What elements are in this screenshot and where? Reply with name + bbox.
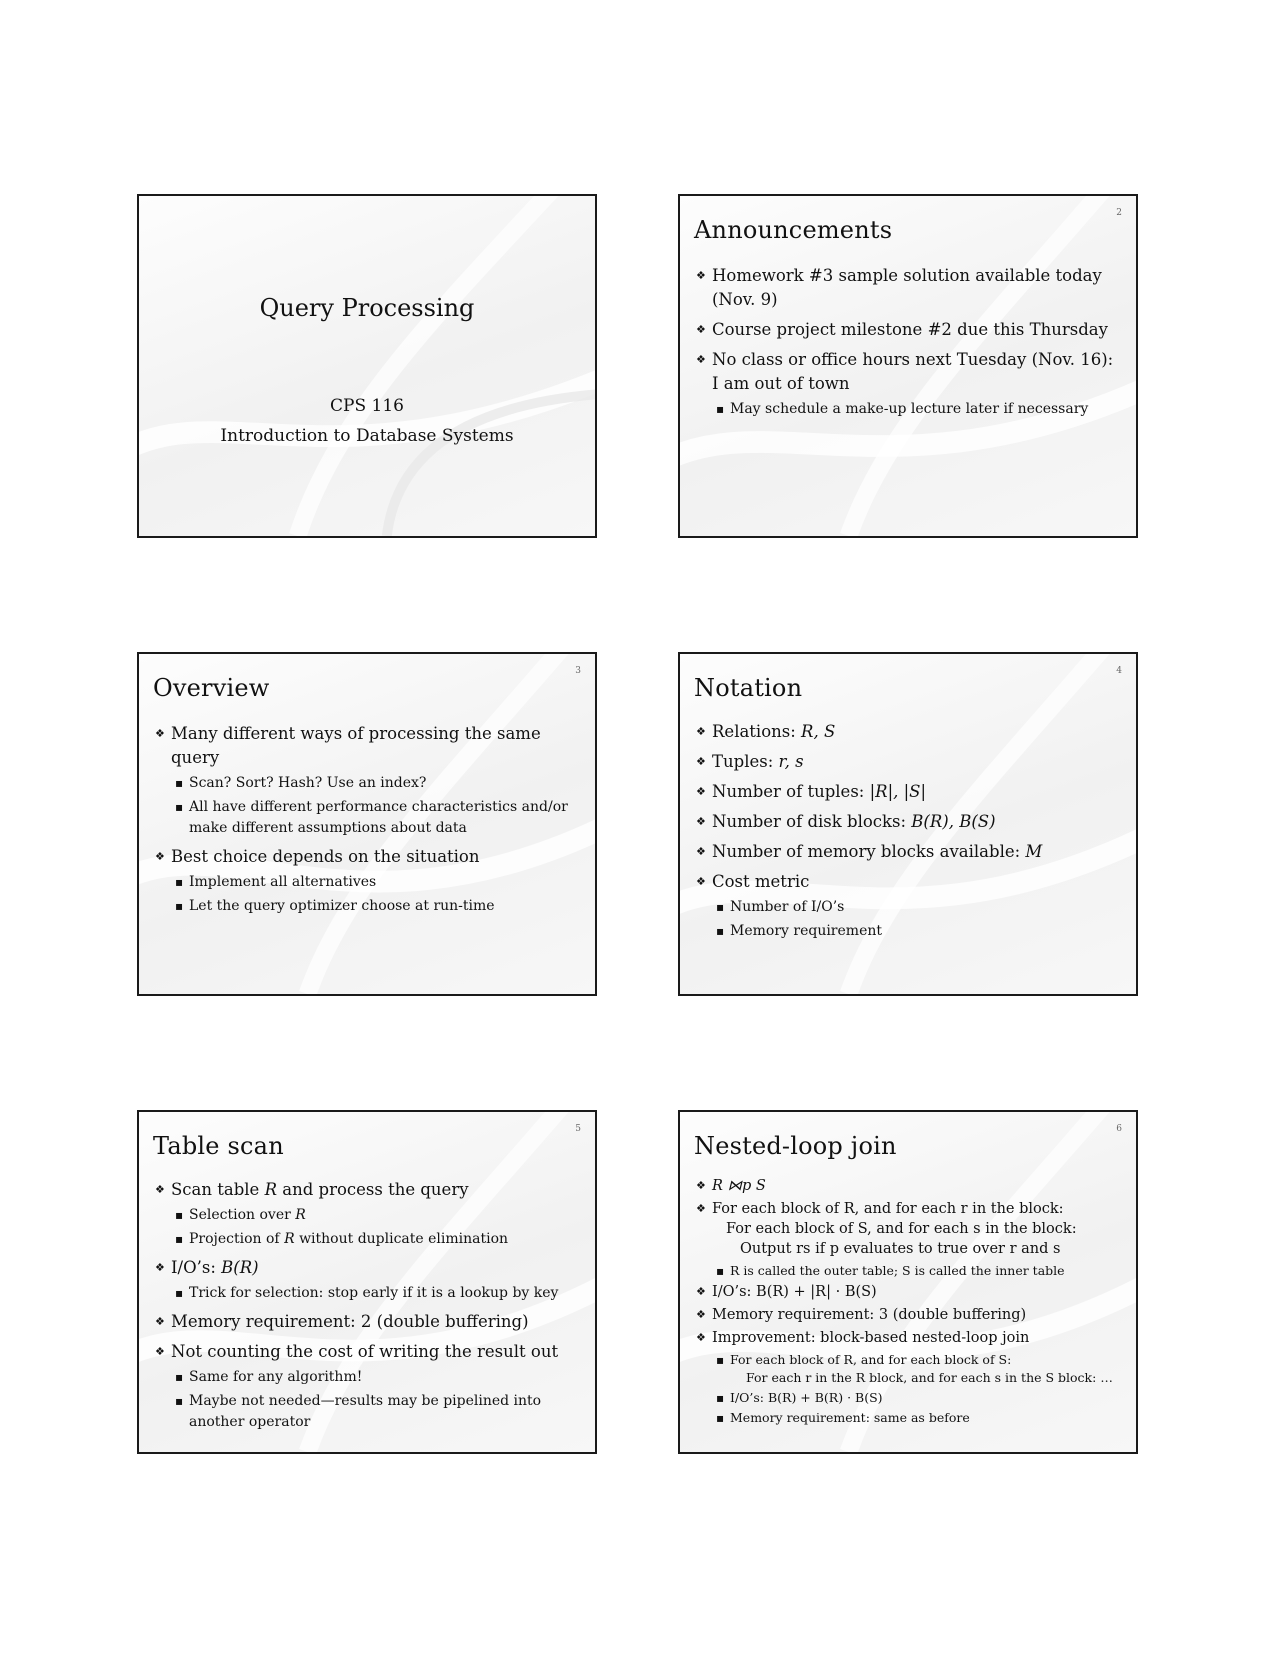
- sub-bullet: ▪ Memory requirement: same as before: [696, 1409, 1118, 1427]
- bullet-text: and process the query: [277, 1180, 469, 1199]
- sub-bullet: ▪ Number of I/O’s: [696, 897, 1118, 918]
- slide-2: [678, 194, 1138, 538]
- math-var: R: [295, 1207, 306, 1223]
- slide-title: Table scan: [153, 1132, 284, 1160]
- pseudo-code-line: For each block of R, and for each block of S:: [730, 1352, 1012, 1367]
- pseudo-code-line: Output rs if p evaluates to true over r and s: [740, 1241, 1061, 1257]
- sub-bullet: ▪ All have different performance characteristics and/or make different assumptions about data: [155, 797, 577, 839]
- sub-bullet: ▪ I/O’s: B(R) + B(R) · B(S): [696, 1389, 1118, 1407]
- math-expression: R ⋈p S: [712, 1178, 766, 1194]
- course-code: CPS 116: [330, 396, 404, 416]
- bullet-text: Scan table: [171, 1180, 265, 1199]
- slide-5: [137, 1110, 597, 1454]
- slide-title: Announcements: [694, 216, 893, 244]
- bullet: [696, 780, 1118, 804]
- bullet: ❖ Improvement: block-based nested-loop join: [696, 1328, 1118, 1348]
- slide-1: [137, 194, 597, 538]
- sub-bullet: ▪ Same for any algorithm!: [155, 1367, 577, 1388]
- bullet-label: Tuples:: [712, 752, 779, 771]
- bullet: ❖ Course project milestone #2 due this Thursday: [696, 318, 1118, 342]
- math-expression: R, S: [801, 722, 836, 741]
- slide-4: [678, 652, 1138, 996]
- bullet-label: I/O’s:: [171, 1258, 222, 1277]
- bullet-label: Number of disk blocks:: [712, 812, 912, 831]
- background-swirl: [139, 196, 595, 536]
- slide-number: 2: [1116, 208, 1122, 218]
- bullet-label: Number of tuples:: [712, 782, 870, 801]
- bullet: ❖ Not counting the cost of writing the result out: [155, 1340, 577, 1364]
- sub-bullet: ▪ Maybe not needed—results may be pipelined into another operator: [155, 1391, 577, 1433]
- slide-title: Overview: [153, 674, 270, 702]
- slide-number: 3: [575, 666, 581, 676]
- pseudo-code-line: For each block of S, and for each s in the block:: [726, 1221, 1077, 1237]
- course-name: Introduction to Database Systems: [220, 426, 514, 446]
- bullet: [696, 750, 1118, 774]
- slide-number: 5: [575, 1124, 581, 1134]
- bullet: [155, 1178, 577, 1202]
- bullet-list: [696, 264, 1118, 426]
- math-expression: |R|, |S|: [869, 782, 927, 801]
- bullet: [155, 1256, 577, 1280]
- slide-title: Query Processing: [259, 294, 475, 322]
- bullet-text: without duplicate elimination: [294, 1231, 509, 1247]
- sub-bullet: ▪ R is called the outer table; S is called the inner table: [696, 1262, 1118, 1280]
- bullet: ❖ Cost metric: [696, 870, 1118, 894]
- bullet-list: [696, 720, 1118, 948]
- bullet: [696, 840, 1118, 864]
- bullet: ❖ Many different ways of processing the same query: [155, 722, 577, 770]
- sub-bullet: ▪ Scan? Sort? Hash? Use an index?: [155, 773, 577, 794]
- bullet: ❖ Best choice depends on the situation: [155, 845, 577, 869]
- bullet: ❖ Memory requirement: 2 (double buffering): [155, 1310, 577, 1334]
- sub-bullet: [696, 1351, 1118, 1387]
- bullet: [696, 1199, 1118, 1259]
- bullet: [696, 810, 1118, 834]
- math-expression: B(R): [221, 1258, 259, 1277]
- bullet-text: Selection over: [189, 1207, 296, 1223]
- bullet-list: [696, 1176, 1118, 1429]
- bullet: ❖ Memory requirement: 3 (double buffering): [696, 1305, 1118, 1325]
- sub-bullet: ▪ Trick for selection: stop early if it is a lookup by key: [155, 1283, 577, 1304]
- bullet: [696, 720, 1118, 744]
- sub-bullet: ▪ May schedule a make-up lecture later if necessary: [696, 399, 1118, 420]
- sub-bullet: ▪ Implement all alternatives: [155, 872, 577, 893]
- bullet: ❖ Homework #3 sample solution available today (Nov. 9): [696, 264, 1118, 312]
- bullet: ❖ I/O’s: B(R) + |R| · B(S): [696, 1282, 1118, 1302]
- bullet: [696, 1176, 1118, 1196]
- bullet-text: Projection of: [189, 1231, 285, 1247]
- math-var: R: [264, 1180, 278, 1199]
- bullet-list: [155, 722, 577, 923]
- pseudo-code-line: For each r in the R block, and for each s in the S block: …: [746, 1370, 1113, 1385]
- slide-title: Nested-loop join: [694, 1132, 897, 1160]
- slide-3: [137, 652, 597, 996]
- bullet-label: Number of memory blocks available:: [712, 842, 1026, 861]
- math-expression: B(R), B(S): [911, 812, 996, 831]
- slide-number: 4: [1116, 666, 1122, 676]
- slide-number: 6: [1116, 1124, 1122, 1134]
- slide-title: Notation: [694, 674, 803, 702]
- bullet-list: [155, 1178, 577, 1439]
- math-expression: M: [1025, 842, 1043, 861]
- bullet: ❖ No class or office hours next Tuesday (Nov. 16): I am out of town: [696, 348, 1118, 396]
- pseudo-code-line: For each block of R, and for each r in the block:: [712, 1201, 1064, 1217]
- sub-bullet: ▪ Let the query optimizer choose at run-time: [155, 896, 577, 917]
- sub-bullet: ▪ Memory requirement: [696, 921, 1118, 942]
- math-expression: r, s: [778, 752, 804, 771]
- sub-bullet: [155, 1229, 577, 1250]
- math-var: R: [284, 1231, 295, 1247]
- bullet-label: Relations:: [712, 722, 802, 741]
- slide-6: [678, 1110, 1138, 1454]
- sub-bullet: [155, 1205, 577, 1226]
